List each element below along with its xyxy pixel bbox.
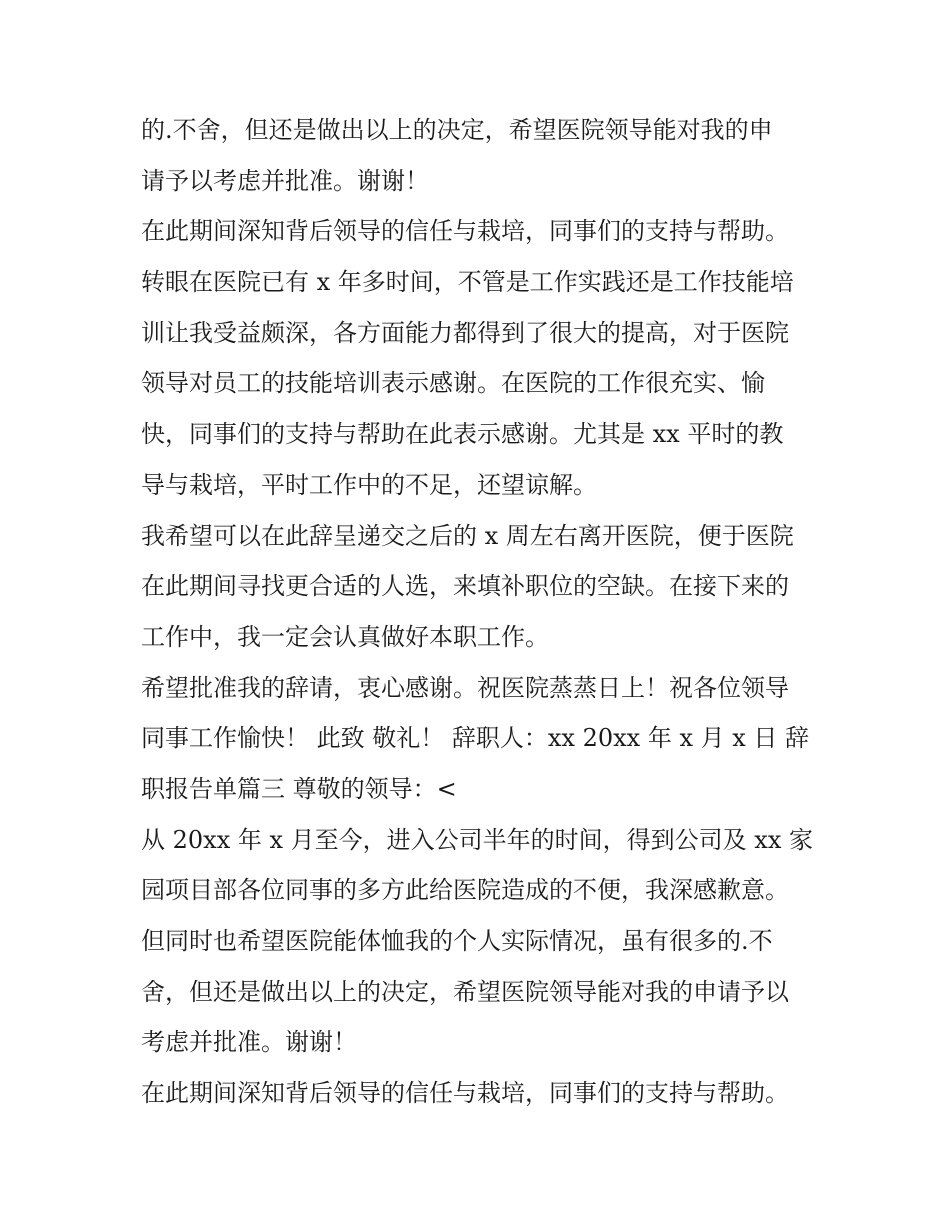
text-line: 考虑并批准。谢谢！ xyxy=(141,1028,357,1057)
document-body xyxy=(141,105,821,1119)
text-line: 转眼在医院已有 x 年多时间，不管是工作实践还是工作技能培 xyxy=(141,268,794,297)
text-line: 请予以考虑并批准。谢谢！ xyxy=(141,166,429,195)
text-line: 在此期间寻找更合适的人选，来填补职位的空缺。在接下来的 xyxy=(141,572,789,601)
text-line: 在此期间深知背后领导的信任与栽培，同事们的支持与帮助。 xyxy=(141,217,789,246)
text-line: 的.不舍，但还是做出以上的决定，希望医院领导能对我的申 xyxy=(141,116,773,144)
text-line: 我希望可以在此辞呈递交之后的 x 周左右离开医院，便于医院 xyxy=(141,521,794,550)
text-line: 职报告单篇三 尊敬的领导：< xyxy=(141,774,457,803)
text-line: 导与栽培，平时工作中的不足，还望谅解。 xyxy=(141,470,597,499)
text-line: 希望批准我的辞请，衷心感谢。祝医院蒸蒸日上！祝各位领导 xyxy=(141,673,789,702)
text-line: 在此期间深知背后领导的信任与栽培，同事们的支持与帮助。 xyxy=(141,1079,789,1108)
text-line: 但同时也希望医院能体恤我的个人实际情况，虽有很多的.不 xyxy=(141,927,773,955)
text-line: 领导对员工的技能培训表示感谢。在医院的工作很充实、愉 xyxy=(141,369,765,398)
text-line: 训让我受益颇深，各方面能力都得到了很大的提高，对于医院 xyxy=(141,318,789,347)
text-line: 从 20xx 年 x 月至今，进入公司半年的时间，得到公司及 xx 家 xyxy=(141,825,813,854)
text-line: 快，同事们的支持与帮助在此表示感谢。尤其是 xx 平时的教 xyxy=(141,420,784,449)
text-line: 同事工作愉快！ 此致 敬礼！ 辞职人：xx 20xx 年 x 月 x 日 辞 xyxy=(141,724,810,753)
text-line: 舍，但还是做出以上的决定，希望医院领导能对我的申请予以 xyxy=(141,977,789,1006)
text-line: 园项目部各位同事的多方此给医院造成的不便，我深感歉意。 xyxy=(141,876,789,905)
text-line: 工作中，我一定会认真做好本职工作。 xyxy=(141,622,549,651)
